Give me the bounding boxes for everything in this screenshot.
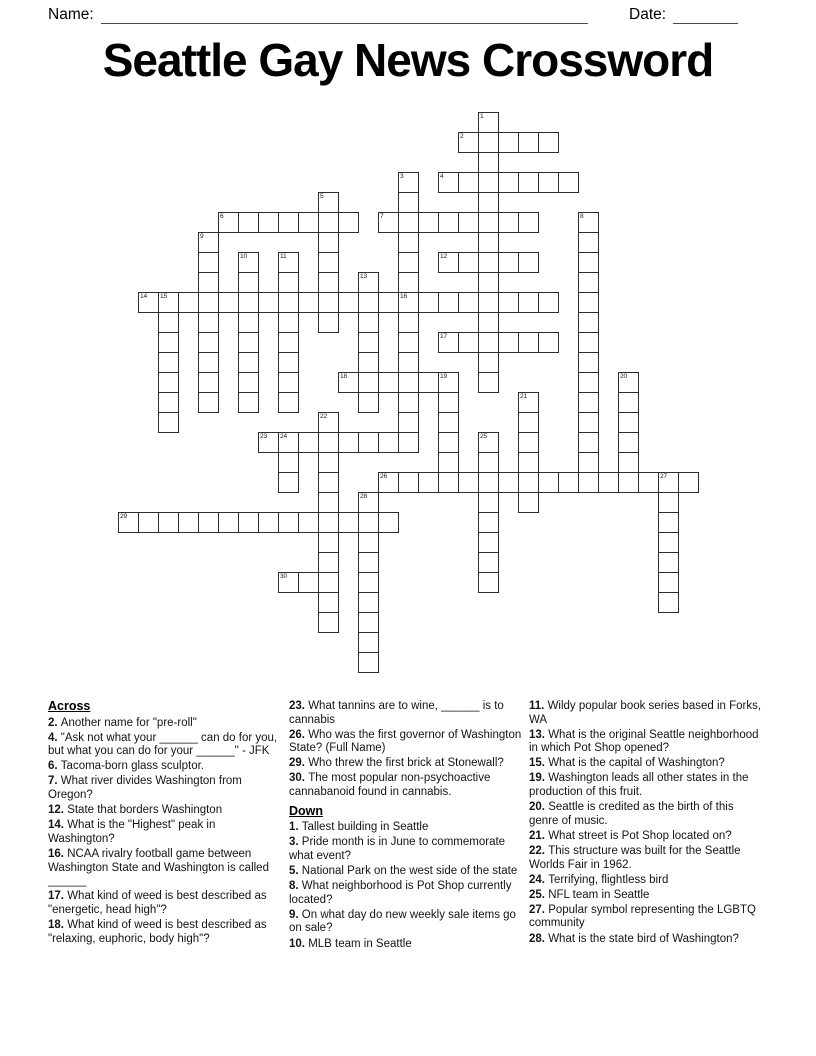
grid-cell	[518, 252, 539, 273]
grid-cell	[478, 332, 499, 353]
grid-cell	[358, 292, 379, 313]
grid-cell	[438, 472, 459, 493]
cell-number: 9	[200, 233, 204, 240]
grid-cell	[198, 372, 219, 393]
grid-cell	[318, 492, 339, 513]
cell-number: 20	[620, 373, 627, 380]
grid-cell	[578, 272, 599, 293]
grid-cell	[358, 492, 379, 513]
cell-number: 6	[220, 213, 224, 220]
grid-cell	[578, 472, 599, 493]
clue-28: 28. What is the state bird of Washington?	[529, 932, 739, 945]
grid-cell	[478, 432, 499, 453]
clues-column-3	[529, 700, 765, 948]
grid-cell	[478, 192, 499, 213]
grid-cell	[618, 412, 639, 433]
grid-cell	[158, 332, 179, 353]
grid-cell	[198, 332, 219, 353]
cell-number: 19	[440, 373, 447, 380]
grid-cell	[578, 412, 599, 433]
grid-cell	[478, 372, 499, 393]
clues-column-1	[48, 700, 284, 948]
grid-cell	[478, 492, 499, 513]
grid-cell	[278, 212, 299, 233]
clue-5: 5. National Park on the west side of the state	[289, 865, 518, 878]
grid-cell	[458, 132, 479, 153]
grid-cell	[378, 472, 399, 493]
date-label: Date:	[629, 6, 667, 23]
grid-cell	[578, 292, 599, 313]
grid-cell	[318, 432, 339, 453]
grid-cell	[478, 552, 499, 573]
cell-number: 23	[260, 433, 267, 440]
grid-cell	[578, 312, 599, 333]
grid-cell	[378, 212, 399, 233]
grid-cell	[518, 292, 539, 313]
grid-cell	[438, 252, 459, 273]
grid-cell	[398, 472, 419, 493]
grid-cell	[438, 212, 459, 233]
grid-cell	[518, 212, 539, 233]
grid-cell	[158, 512, 179, 533]
grid-cell	[438, 332, 459, 353]
grid-cell	[538, 172, 559, 193]
clue-16: 16. NCAA rivalry football game between Washington State and Washington is called ______	[48, 847, 269, 888]
grid-cell	[158, 412, 179, 433]
grid-cell	[498, 252, 519, 273]
cell-number: 24	[280, 433, 287, 440]
grid-cell	[418, 372, 439, 393]
cell-number: 11	[280, 253, 287, 260]
grid-cell	[298, 572, 319, 593]
clues-column-2	[289, 700, 525, 953]
grid-cell	[478, 512, 499, 533]
cell-number: 4	[440, 173, 444, 180]
grid-cell	[478, 532, 499, 553]
grid-cell	[518, 492, 539, 513]
grid-cell	[518, 392, 539, 413]
grid-cell	[378, 432, 399, 453]
grid-cell	[618, 472, 639, 493]
grid-cell	[258, 512, 279, 533]
grid-cell	[478, 272, 499, 293]
grid-cell	[578, 432, 599, 453]
clue-9: 9. On what day do new weekly sale items go on sale?	[289, 908, 516, 935]
grid-cell	[278, 572, 299, 593]
clue-29: 29. Who threw the first brick at Stonewall?	[289, 757, 504, 770]
clue-12: 12. State that borders Washington	[48, 804, 223, 817]
grid-cell	[658, 552, 679, 573]
cell-number: 3	[400, 173, 404, 180]
clue-19: 19. Washington leads all other states in the production of this fruit.	[529, 772, 749, 799]
grid-cell	[478, 112, 499, 133]
grid-cell	[578, 452, 599, 473]
grid-cell	[298, 432, 319, 453]
grid-cell	[278, 292, 299, 313]
grid-cell	[418, 212, 439, 233]
grid-cell	[238, 212, 259, 233]
grid-cell	[518, 432, 539, 453]
clue-1: 1. Tallest building in Seattle	[289, 821, 429, 834]
grid-cell	[238, 512, 259, 533]
grid-cell	[478, 152, 499, 173]
grid-cell	[478, 312, 499, 333]
grid-cell	[278, 272, 299, 293]
grid-cell	[358, 552, 379, 573]
cell-number: 21	[520, 393, 527, 400]
grid-cell	[198, 352, 219, 373]
grid-cell	[318, 452, 339, 473]
grid-cell	[118, 512, 139, 533]
grid-cell	[278, 312, 299, 333]
grid-cell	[238, 252, 259, 273]
grid-cell	[478, 232, 499, 253]
grid-cell	[178, 292, 199, 313]
clue-26: 26. Who was the first governor of Washington State? (Full Name)	[289, 728, 522, 755]
grid-cell	[458, 252, 479, 273]
grid-cell	[298, 292, 319, 313]
grid-cell	[498, 332, 519, 353]
clue-15: 15. What is the capital of Washington?	[529, 757, 725, 770]
grid-cell	[358, 592, 379, 613]
grid-cell	[238, 372, 259, 393]
grid-cell	[158, 372, 179, 393]
grid-cell	[578, 252, 599, 273]
grid-cell	[198, 252, 219, 273]
grid-cell	[578, 392, 599, 413]
grid-cell	[278, 392, 299, 413]
cell-number: 18	[340, 373, 347, 380]
grid-cell	[318, 252, 339, 273]
clue-17: 17. What kind of weed is best described as "energetic, head high"?	[48, 890, 267, 916]
grid-cell	[238, 332, 259, 353]
grid-cell	[478, 472, 499, 493]
clue-30: 30. The most popular non-psychoactive cannabanoid found in cannabis.	[289, 772, 491, 799]
grid-cell	[538, 332, 559, 353]
grid-cell	[398, 312, 419, 333]
clue-23: 23. What tannins are to wine, ______ is to cannabis	[289, 700, 504, 726]
clue-25: 25. NFL team in Seattle	[529, 888, 650, 901]
cell-number: 7	[380, 213, 384, 220]
grid-cell	[418, 472, 439, 493]
grid-cell	[398, 412, 419, 433]
grid-cell	[278, 472, 299, 493]
cell-number: 13	[360, 273, 367, 280]
grid-cell	[438, 432, 459, 453]
grid-cell	[398, 252, 419, 273]
clue-8: 8. What neighborhood is Pot Shop currently located?	[289, 880, 512, 906]
cell-number: 22	[320, 413, 327, 420]
grid-cell	[538, 292, 559, 313]
grid-cell	[378, 372, 399, 393]
grid-cell	[618, 392, 639, 413]
grid-cell	[518, 452, 539, 473]
grid-cell	[478, 132, 499, 153]
grid-cell	[218, 512, 239, 533]
grid-cell	[198, 232, 219, 253]
grid-cell	[478, 212, 499, 233]
grid-cell	[338, 292, 359, 313]
grid-cell	[518, 472, 539, 493]
cell-number: 27	[660, 473, 667, 480]
grid-cell	[438, 372, 459, 393]
grid-cell	[398, 332, 419, 353]
cell-number: 28	[360, 493, 367, 500]
page-title: Seattle Gay News Crossword	[102, 34, 714, 86]
clue-13: 13. What is the original Seattle neighborhood in which Pot Shop opened?	[529, 728, 759, 755]
clue-4: 4. "Ask not what your ______ can do for you, but what you can do for your ______" - JFK	[48, 731, 278, 758]
grid-cell	[318, 532, 339, 553]
grid-cell	[318, 412, 339, 433]
grid-cell	[358, 272, 379, 293]
grid-cell	[198, 292, 219, 313]
grid-cell	[358, 392, 379, 413]
cell-number: 30	[280, 573, 287, 580]
down-heading: Down	[289, 803, 324, 818]
grid-cell	[398, 352, 419, 373]
grid-cell	[458, 472, 479, 493]
grid-cell	[598, 472, 619, 493]
grid-cell	[318, 572, 339, 593]
cell-number: 25	[480, 433, 487, 440]
cell-number: 8	[580, 213, 584, 220]
cell-number: 10	[240, 253, 247, 260]
grid-cell	[338, 372, 359, 393]
cell-number: 15	[160, 293, 167, 300]
grid-cell	[398, 292, 419, 313]
grid-cell	[478, 252, 499, 273]
grid-cell	[498, 132, 519, 153]
grid-cell	[318, 272, 339, 293]
grid-cell	[158, 292, 179, 313]
grid-cell	[518, 332, 539, 353]
grid-cell	[278, 332, 299, 353]
clue-22: 22. This structure was built for the Seattle Worlds Fair in 1962.	[529, 844, 741, 871]
grid-cell	[318, 592, 339, 613]
grid-cell	[238, 292, 259, 313]
grid-cell	[358, 532, 379, 553]
clue-18: 18. What kind of weed is best described as "relaxing, euphoric, body high"?	[48, 918, 267, 945]
grid-cell	[358, 652, 379, 673]
clue-3: 3. Pride month is in June to commemorate what event?	[289, 836, 506, 862]
grid-cell	[158, 392, 179, 413]
grid-cell	[498, 472, 519, 493]
grid-cell	[658, 592, 679, 613]
grid-cell	[518, 132, 539, 153]
grid-cell	[458, 332, 479, 353]
grid-cell	[278, 252, 299, 273]
grid-cell	[658, 472, 679, 493]
grid-cell	[318, 472, 339, 493]
grid-cell	[278, 512, 299, 533]
across-heading: Across	[48, 699, 91, 713]
grid-cell	[618, 372, 639, 393]
grid-cell	[458, 172, 479, 193]
clue-14: 14. What is the "Highest" peak in Washington?	[48, 819, 216, 845]
grid-cell	[278, 372, 299, 393]
grid-cell	[398, 272, 419, 293]
clue-27: 27. Popular symbol representing the LGBTQ community	[529, 903, 756, 930]
cell-number: 14	[140, 293, 147, 300]
cell-number: 16	[400, 293, 407, 300]
grid-cell	[398, 192, 419, 213]
grid-cell	[318, 612, 339, 633]
clue-20: 20. Seattle is credited as the birth of this genre of music.	[529, 801, 734, 827]
grid-cell	[478, 352, 499, 373]
grid-cell	[498, 212, 519, 233]
grid-cell	[158, 312, 179, 333]
grid-cell	[218, 212, 239, 233]
grid-cell	[478, 292, 499, 313]
grid-cell	[658, 492, 679, 513]
grid-cell	[578, 212, 599, 233]
grid-cell	[678, 472, 699, 493]
grid-cell	[198, 312, 219, 333]
grid-cell	[358, 312, 379, 333]
grid-cell	[238, 392, 259, 413]
clue-10: 10. MLB team in Seattle	[289, 937, 412, 950]
grid-cell	[438, 392, 459, 413]
grid-cell	[478, 172, 499, 193]
grid-cell	[258, 292, 279, 313]
grid-cell	[398, 432, 419, 453]
grid-cell	[658, 512, 679, 533]
grid-cell	[298, 512, 319, 533]
grid-cell	[358, 612, 379, 633]
grid-cell	[318, 232, 339, 253]
grid-cell	[138, 512, 159, 533]
grid-cell	[318, 192, 339, 213]
grid-cell	[138, 292, 159, 313]
clue-7: 7. What river divides Washington from Oregon?	[48, 775, 242, 802]
grid-cell	[518, 172, 539, 193]
grid-cell	[378, 512, 399, 533]
grid-cell	[178, 512, 199, 533]
grid-cell	[198, 512, 219, 533]
grid-cell	[398, 232, 419, 253]
grid-cell	[478, 572, 499, 593]
cell-number: 12	[440, 253, 447, 260]
grid-cell	[398, 212, 419, 233]
grid-cell	[358, 632, 379, 653]
grid-cell	[578, 352, 599, 373]
grid-cell	[438, 452, 459, 473]
grid-cell	[478, 452, 499, 473]
grid-cell	[298, 212, 319, 233]
grid-cell	[438, 292, 459, 313]
grid-cell	[258, 212, 279, 233]
grid-cell	[258, 432, 279, 453]
grid-cell	[278, 452, 299, 473]
grid-cell	[278, 432, 299, 453]
grid-cell	[338, 512, 359, 533]
grid-cell	[338, 432, 359, 453]
grid-cell	[398, 172, 419, 193]
grid-cell	[458, 212, 479, 233]
clue-24: 24. Terrifying, flightless bird	[529, 873, 669, 886]
grid-cell	[558, 472, 579, 493]
clue-2: 2. Another name for "pre-roll"	[48, 716, 197, 729]
grid-cell	[378, 292, 399, 313]
grid-cell	[498, 292, 519, 313]
grid-cell	[358, 352, 379, 373]
grid-cell	[218, 292, 239, 313]
clue-6: 6. Tacoma-born glass sculptor.	[48, 760, 204, 773]
grid-cell	[198, 272, 219, 293]
grid-cell	[658, 532, 679, 553]
cell-number: 2	[460, 133, 464, 140]
grid-cell	[318, 292, 339, 313]
grid-cell	[618, 452, 639, 473]
grid-cell	[358, 432, 379, 453]
cell-number: 1	[480, 113, 484, 120]
grid-cell	[358, 372, 379, 393]
cell-number: 29	[120, 513, 127, 520]
grid-cell	[498, 172, 519, 193]
grid-cell	[318, 512, 339, 533]
grid-cell	[358, 512, 379, 533]
grid-cell	[198, 392, 219, 413]
grid-cell	[638, 472, 659, 493]
grid-cell	[558, 172, 579, 193]
date-fill-line	[673, 6, 738, 24]
grid-cell	[238, 352, 259, 373]
grid-cell	[158, 352, 179, 373]
clue-11: 11. Wildy popular book series based in Forks, WA	[529, 700, 762, 726]
clue-21: 21. What street is Pot Shop located on?	[529, 829, 732, 842]
grid-cell	[338, 212, 359, 233]
grid-cell	[318, 552, 339, 573]
grid-cell	[318, 212, 339, 233]
cell-number: 5	[320, 193, 324, 200]
name-fill-line	[101, 6, 588, 24]
grid-cell	[578, 372, 599, 393]
grid-cell	[358, 572, 379, 593]
grid-cell	[398, 372, 419, 393]
cell-number: 17	[440, 333, 447, 340]
grid-cell	[658, 572, 679, 593]
name-label: Name:	[48, 6, 94, 23]
grid-cell	[618, 432, 639, 453]
grid-cell	[438, 172, 459, 193]
grid-cell	[418, 292, 439, 313]
grid-cell	[458, 292, 479, 313]
grid-cell	[238, 312, 259, 333]
grid-cell	[518, 412, 539, 433]
grid-cell	[538, 132, 559, 153]
grid-cell	[278, 352, 299, 373]
grid-cell	[578, 232, 599, 253]
grid-cell	[238, 272, 259, 293]
grid-cell	[398, 392, 419, 413]
grid-cell	[318, 312, 339, 333]
cell-number: 26	[380, 473, 387, 480]
grid-cell	[538, 472, 559, 493]
grid-cell	[438, 412, 459, 433]
grid-cell	[578, 332, 599, 353]
grid-cell	[358, 332, 379, 353]
